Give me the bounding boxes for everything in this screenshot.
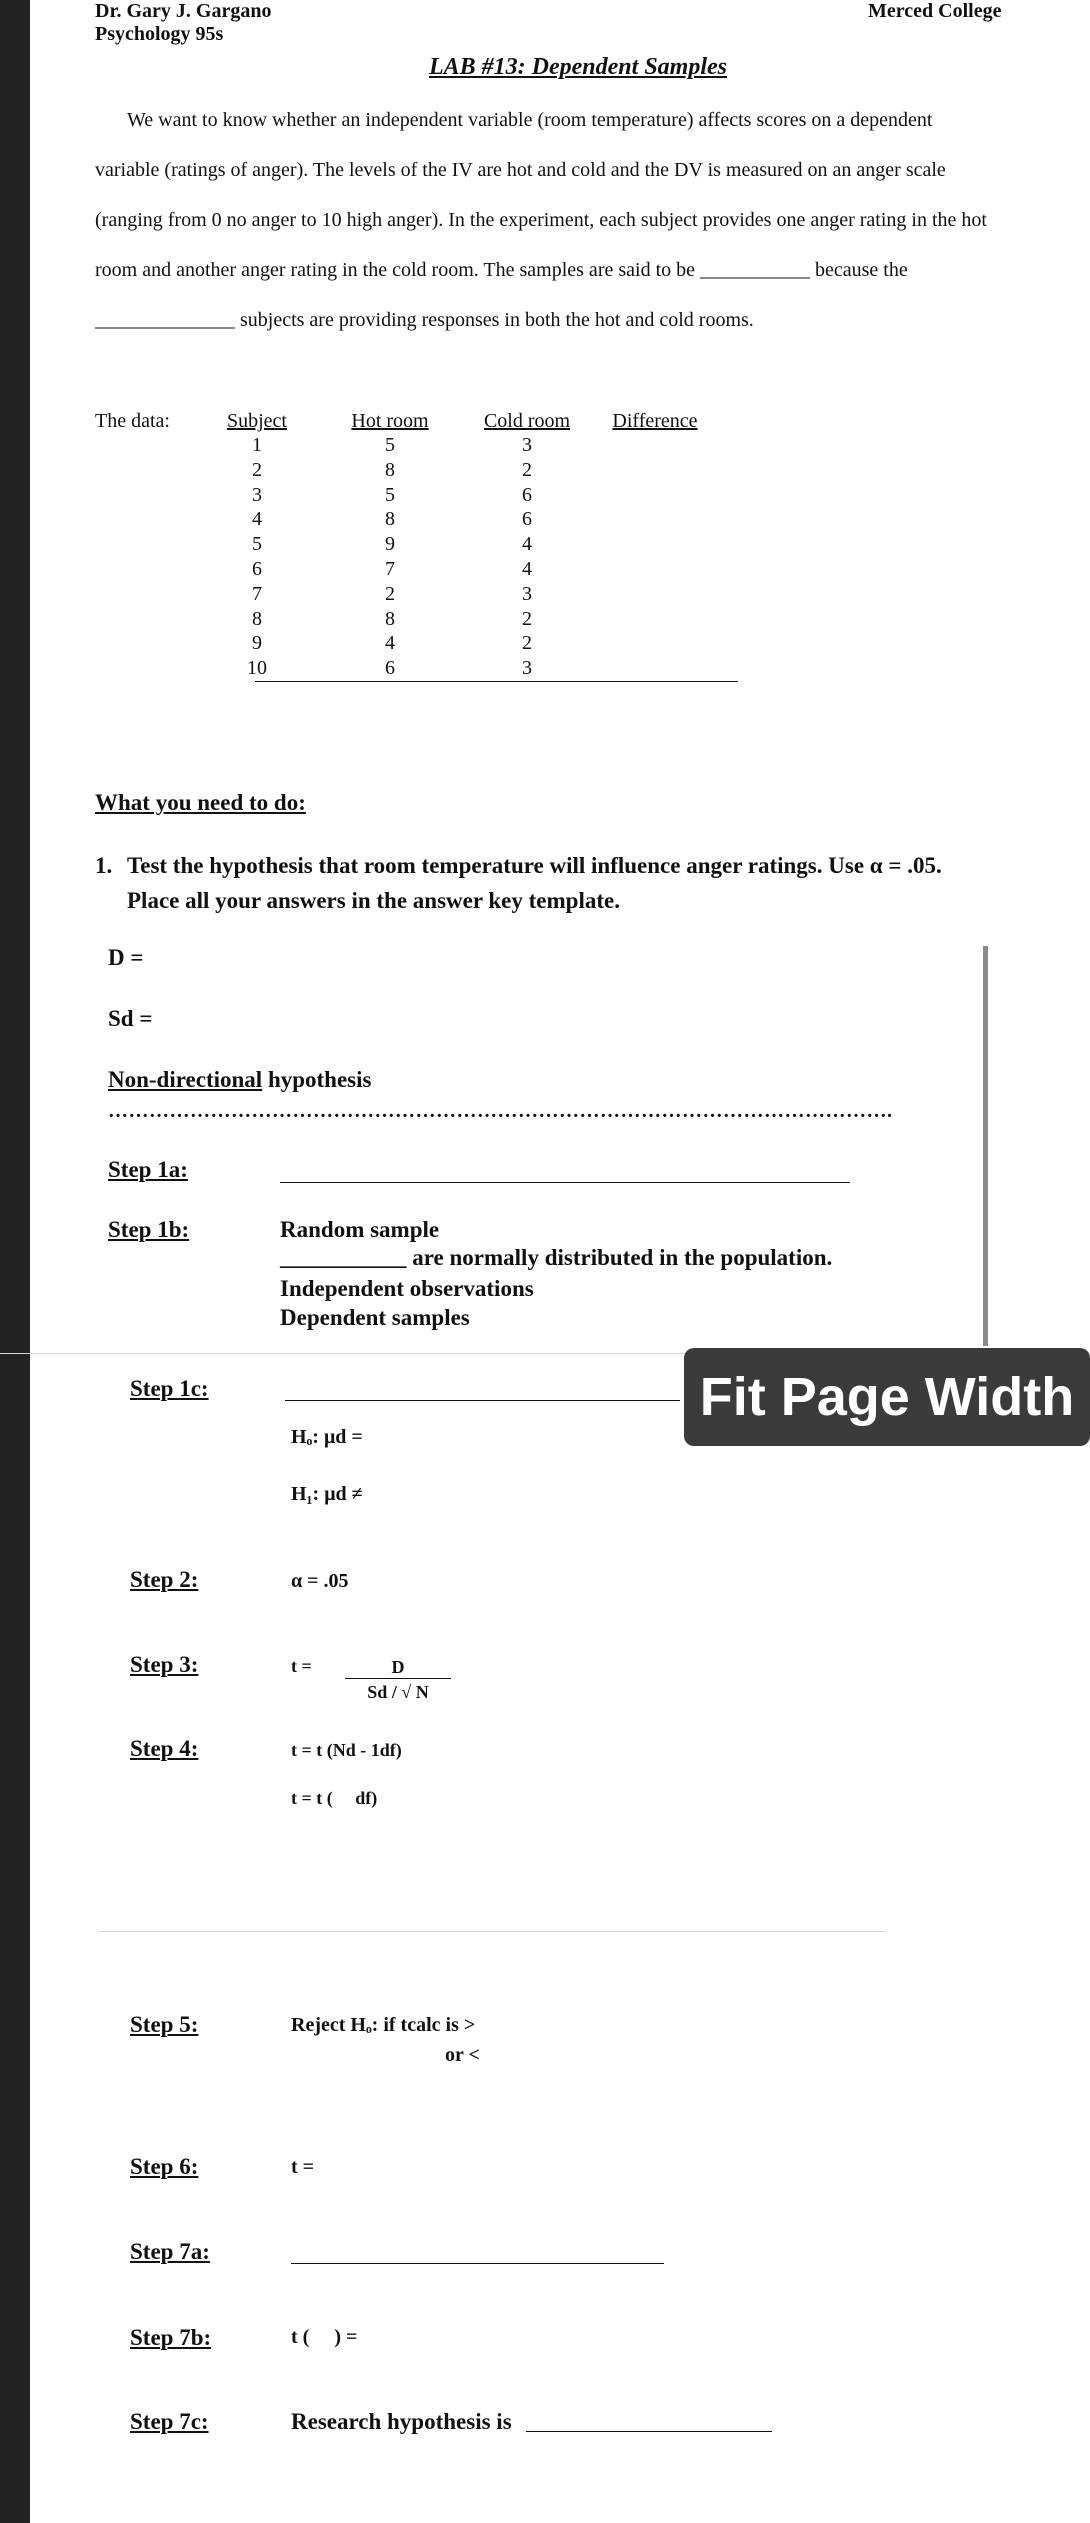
fit-page-width-label: Fit Page Width [699, 1367, 1075, 1427]
data-table-cold [472, 410, 582, 681]
reject-rule: Reject Hₒ: if tcalc is > [291, 2014, 476, 2036]
hypothesis-label [108, 1067, 371, 1093]
step-1b-line-2 [280, 1245, 832, 1271]
step-3-label: Step 3: [130, 1652, 199, 1677]
intro-line-4: room and another anger rating in the cold room. The samples are said to be ___________ because the [95, 259, 908, 281]
t-calc: t = [291, 2156, 315, 2178]
data-table-subjects [222, 410, 292, 681]
step-7a-answer-line [291, 2263, 664, 2264]
t-critical-formula: t = t (Nd - 1df) [291, 1740, 402, 1760]
subject-cell: 6 [252, 557, 262, 580]
d-label: D = [108, 945, 144, 970]
step-6-label: Step 6: [130, 2154, 199, 2179]
step-1b-normality: are normally distributed in the population. [412, 1245, 833, 1270]
subject-cell: 3 [252, 483, 262, 506]
cold-cell: 4 [522, 557, 532, 580]
data-table-hot [345, 410, 435, 681]
cold-cell: 2 [522, 632, 532, 655]
step-5-label: Step 5: [130, 2012, 199, 2037]
cold-cell: 2 [522, 607, 532, 630]
course-name: Psychology 95s [95, 23, 224, 45]
cold-cell: 6 [522, 508, 532, 531]
header-subject: Subject [227, 410, 287, 432]
page-scrollbar[interactable] [983, 946, 988, 1346]
subject-cell: 5 [252, 533, 262, 556]
subject-cell: 9 [252, 632, 262, 655]
step-1a-answer-line [280, 1182, 850, 1183]
section-divider [98, 1931, 886, 1932]
fit-page-width-button[interactable] [684, 1348, 1090, 1446]
alt-hypothesis: H₁: μd ≠ [291, 1483, 363, 1505]
sd-label: Sd = [108, 1006, 153, 1031]
author-name: Dr. Gary J. Gargano [95, 0, 272, 22]
step-1a-label: Step 1a: [108, 1157, 188, 1182]
step-1c-label: Step 1c: [130, 1376, 209, 1401]
hot-cell: 7 [385, 557, 395, 580]
intro-line-3: (ranging from 0 no anger to 10 high anger). In the experiment, each subject provides one anger rating in the hot [95, 209, 987, 231]
header-cold-room: Cold room [483, 410, 571, 432]
alpha-value: α = .05 [291, 1570, 349, 1592]
subject-cell: 1 [252, 434, 262, 456]
step-2-label: Step 2: [130, 1567, 199, 1592]
hot-cell: 8 [385, 458, 395, 481]
intro-line-5: ______________ subjects are providing responses in both the hot and cold rooms. [95, 309, 754, 331]
page-title: LAB #13: Dependent Samples [429, 54, 727, 80]
table-bottom-rule [255, 681, 738, 682]
step-7a-label: Step 7a: [130, 2239, 210, 2264]
hot-cell: 4 [385, 632, 395, 655]
school-name: Merced College [868, 0, 1002, 22]
formula-denominator: Sd / √ N [367, 1682, 429, 1702]
task-number: 1. [95, 853, 113, 878]
t-equals: t = [291, 1656, 312, 1676]
task-line-1: Test the hypothesis that room temperature will influence anger ratings. Use α = .05. [127, 853, 942, 878]
hot-cell: 2 [385, 582, 395, 605]
header-difference: Difference [612, 410, 698, 432]
step-1b-line-3: Independent observations [280, 1276, 534, 1301]
null-hypothesis: Hₒ: μd = [291, 1426, 363, 1448]
todo-heading: What you need to do: [95, 790, 306, 815]
step-1b-blank: ___________ [280, 1245, 407, 1270]
hot-cell: 8 [385, 607, 395, 630]
research-hypothesis: Research hypothesis is [291, 2409, 512, 2434]
hot-cell: 5 [385, 434, 395, 456]
formula-numerator: D [345, 1657, 451, 1679]
dotted-separator: ……………………………………………………………………………………………………. [108, 1100, 893, 1122]
subject-cell: 10 [247, 657, 267, 680]
hypothesis-word: hypothesis [262, 1067, 372, 1092]
reject-rule-or: or < [445, 2044, 480, 2066]
cold-cell: 3 [522, 434, 532, 456]
cold-cell: 6 [522, 483, 532, 506]
step-7b-label: Step 7b: [130, 2325, 212, 2350]
subject-cell: 4 [252, 508, 262, 531]
hot-cell: 8 [385, 508, 395, 531]
hot-cell: 5 [385, 483, 395, 506]
cold-cell: 4 [522, 533, 532, 556]
t-critical-df: t = t ( df) [291, 1788, 378, 1808]
step-7c-answer-line [526, 2431, 772, 2432]
subject-cell: 2 [252, 458, 262, 481]
hot-cell: 6 [385, 657, 395, 680]
cold-cell: 3 [522, 657, 532, 680]
cold-cell: 2 [522, 458, 532, 481]
hot-cell: 9 [385, 533, 395, 556]
intro-line-1: We want to know whether an independent variable (room temperature) affects scores on a dependent [127, 109, 933, 131]
header-hot-room: Hot room [351, 410, 429, 432]
step-1b-label: Step 1b: [108, 1217, 190, 1242]
step-1b-line-1: Random sample [280, 1217, 440, 1242]
hypothesis-type: Non-directional [108, 1067, 263, 1092]
intro-line-2: variable (ratings of anger). The levels of the IV are hot and cold and the DV is measured on an anger scale [95, 159, 946, 181]
subject-cell: 7 [252, 582, 262, 605]
data-table-difference [605, 410, 705, 433]
step-7c-label: Step 7c: [130, 2409, 209, 2434]
left-edge-bar [0, 0, 30, 2523]
step-4-label: Step 4: [130, 1736, 199, 1761]
t-report: t ( ) = [291, 2326, 358, 2348]
step-1b-line-4: Dependent samples [280, 1305, 470, 1330]
data-label: The data: [95, 410, 170, 432]
step-1c-answer-line [285, 1400, 680, 1401]
task-line-2: Place all your answers in the answer key template. [127, 888, 620, 913]
cold-cell: 3 [522, 582, 532, 605]
subject-cell: 8 [252, 607, 262, 630]
